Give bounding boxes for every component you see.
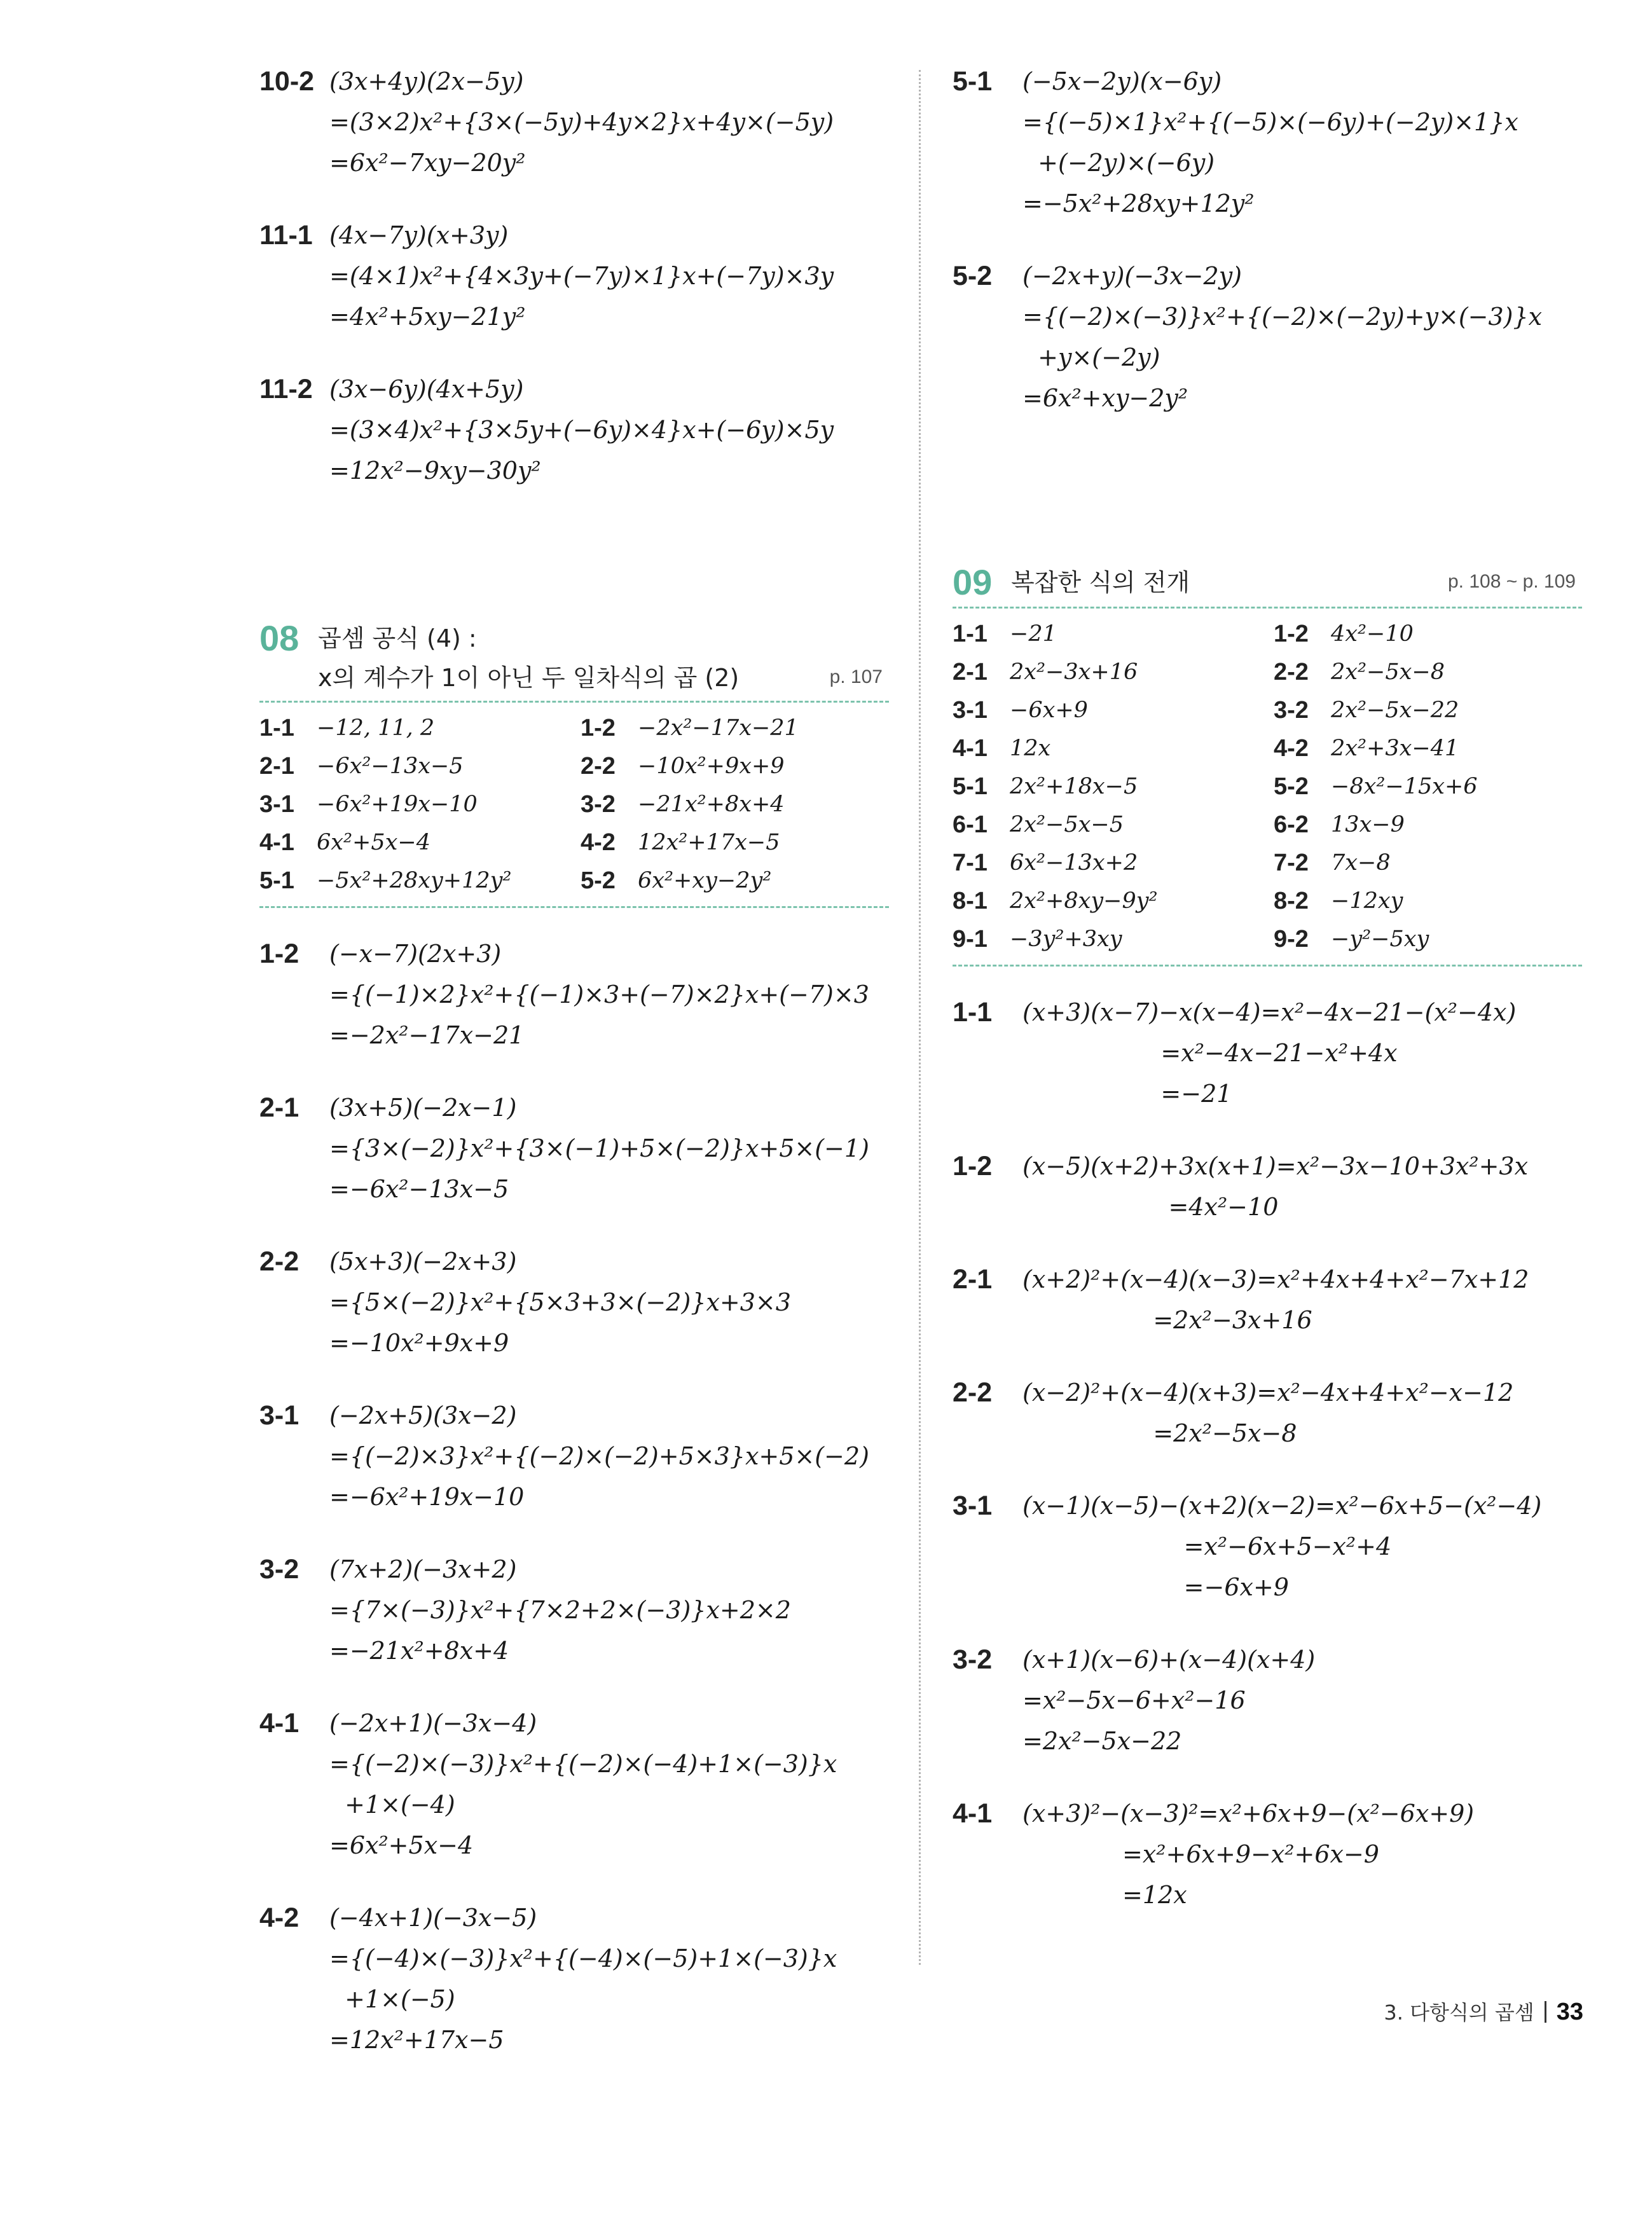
answer-item: [581, 709, 889, 747]
answer-number: 2-2: [581, 752, 616, 780]
solution-line: =6x²−7xy−20y²: [329, 149, 526, 177]
problem-number: 4-1: [259, 1708, 299, 1738]
problem-number: 2-2: [259, 1246, 299, 1277]
left-column: [259, 61, 889, 2092]
answer-value: 2x²+8xy−9y²: [1010, 888, 1158, 914]
solutions-09: [953, 992, 1582, 1915]
section-09-header: [953, 562, 1582, 607]
answer-number: 3-1: [259, 790, 294, 818]
answer-number: 5-2: [1274, 773, 1309, 800]
solution-block: [953, 1372, 1582, 1454]
problem-number: 2-2: [953, 1377, 993, 1408]
answer-number: 1-2: [581, 714, 616, 741]
answer-value: 2x²−5x−5: [1010, 812, 1124, 837]
problem-number: 11-2: [259, 374, 313, 404]
solution-block: [259, 1241, 889, 1363]
answer-value: −21x²+8x+4: [638, 792, 785, 817]
answer-value: −6x²+19x−10: [317, 792, 478, 817]
answer-value: 6x²+5x−4: [317, 830, 430, 855]
answer-item: [953, 615, 1261, 653]
answer-number: 8-2: [1274, 887, 1309, 914]
solution-line: =2x²−3x+16: [1022, 1306, 1312, 1334]
solutions-08: [259, 933, 889, 2060]
solution-block: [953, 1793, 1582, 1915]
solution-line: ={(−2)×(−3)}x²+{(−2)×(−2y)+y×(−3)}x: [1022, 303, 1543, 331]
solution-line: =2x²−5x−8: [1022, 1419, 1297, 1447]
problem-number: 3-1: [953, 1490, 993, 1521]
left-top-solutions: [259, 61, 889, 491]
solution-line: +(−2y)×(−6y): [1022, 149, 1215, 177]
answer-value: 6x²+xy−2y²: [638, 868, 772, 893]
answer-number: 1-2: [1274, 620, 1309, 647]
problem-number: 2-1: [259, 1092, 299, 1123]
problem-number: 3-2: [953, 1644, 993, 1675]
section-title: 곱셈 공식 (4) :: [318, 624, 477, 652]
solution-block: [953, 1639, 1582, 1761]
answer-item: [1274, 844, 1582, 882]
solution-line: (x−2)²+(x−4)(x+3)=x²−4x+4+x²−x−12: [1022, 1379, 1514, 1407]
answer-number: 8-1: [953, 887, 988, 914]
answer-number: 3-2: [581, 790, 616, 818]
answer-item: [1274, 882, 1582, 920]
solution-line: ={(−1)×2}x²+{(−1)×3+(−7)×2}x+(−7)×3: [329, 981, 869, 1008]
solution-line: =x²−6x+5−x²+4: [1022, 1532, 1392, 1560]
solution-block: [259, 61, 889, 183]
answer-number: 4-2: [1274, 734, 1309, 762]
solution-line: ={(−5)×1}x²+{(−5)×(−6y)+(−2y)×1}x: [1022, 108, 1518, 136]
answer-item: [953, 920, 1261, 958]
solution-block: [953, 61, 1582, 224]
solution-block: [953, 1146, 1582, 1227]
answer-item: [953, 844, 1261, 882]
section-number: 08: [259, 618, 299, 658]
footer-separator: [1545, 2001, 1546, 2023]
answer-value: −y²−5xy: [1331, 926, 1429, 952]
answer-item: [1274, 691, 1582, 729]
section-title: 복잡한 식의 전개: [1011, 568, 1190, 596]
solution-line: (−x−7)(2x+3): [329, 940, 502, 968]
answer-value: 2x²+3x−41: [1331, 736, 1459, 761]
answer-value: −6x²−13x−5: [317, 754, 464, 779]
answer-item: [259, 785, 568, 823]
solution-line: +y×(−2y): [1022, 343, 1160, 371]
answer-number: 9-1: [953, 925, 988, 953]
solution-line: ={(−2)×(−3)}x²+{(−2)×(−4)+1×(−3)}x: [329, 1750, 837, 1778]
solution-line: (−2x+y)(−3x−2y): [1022, 262, 1242, 290]
answer-number: 5-1: [953, 773, 988, 800]
answer-value: 12x²+17x−5: [638, 830, 780, 855]
column-divider: [919, 70, 921, 1965]
solution-block: [259, 1703, 889, 1866]
solution-line: =−2x²−17x−21: [329, 1021, 525, 1049]
answer-item: [1274, 729, 1582, 767]
solution-line: (x+3)(x−7)−x(x−4)=x²−4x−21−(x²−4x): [1022, 998, 1517, 1026]
solution-block: [259, 369, 889, 491]
answer-value: −6x+9: [1010, 698, 1088, 723]
answer-number: 1-1: [259, 714, 294, 741]
problem-number: 5-1: [953, 66, 993, 97]
solution-line: =12x²+17x−5: [329, 2026, 504, 2054]
answer-item: [259, 862, 568, 900]
solution-line: +1×(−5): [329, 1985, 455, 2013]
answer-value: −12xy: [1331, 888, 1403, 914]
solution-line: =−5x²+28xy+12y²: [1022, 189, 1255, 217]
answer-item: [1274, 653, 1582, 691]
solution-line: (4x−7y)(x+3y): [329, 221, 509, 249]
solution-line: =(3×4)x²+{3×5y+(−6y)×4}x+(−6y)×5y: [329, 416, 834, 444]
solution-line: (x+3)²−(x−3)²=x²+6x+9−(x²−6x+9): [1022, 1800, 1475, 1827]
answer-number: 5-1: [259, 867, 294, 894]
section-08-header: [259, 618, 889, 701]
answer-value: 2x²+18x−5: [1010, 774, 1138, 799]
answer-item: [1274, 615, 1582, 653]
answer-table-09: [953, 609, 1582, 965]
answer-value: 7x−8: [1331, 850, 1391, 876]
solution-line: ={(−4)×(−3)}x²+{(−4)×(−5)+1×(−3)}x: [329, 1944, 837, 1972]
solution-line: =−6x²−13x−5: [329, 1175, 509, 1203]
solution-line: (x+2)²+(x−4)(x−3)=x²+4x+4+x²−7x+12: [1022, 1265, 1529, 1293]
answer-item: [1274, 767, 1582, 806]
solution-block: [953, 256, 1582, 418]
answer-number: 7-2: [1274, 849, 1309, 876]
solution-line: =x²−4x−21−x²+4x: [1022, 1039, 1398, 1067]
answer-number: 2-1: [953, 658, 988, 685]
answer-number: 1-1: [953, 620, 988, 647]
solution-line: (−5x−2y)(x−6y): [1022, 67, 1222, 95]
answer-value: −8x²−15x+6: [1331, 774, 1478, 799]
solution-line: =x²−5x−6+x²−16: [1022, 1686, 1246, 1714]
solution-line: (−2x+1)(−3x−4): [329, 1709, 537, 1737]
solution-line: (x−5)(x+2)+3x(x+1)=x²−3x−10+3x²+3x: [1022, 1152, 1529, 1180]
solution-line: (3x+4y)(2x−5y): [329, 67, 524, 95]
answer-item: [581, 823, 889, 862]
answer-item: [259, 823, 568, 862]
solution-line: =−6x²+19x−10: [329, 1483, 525, 1511]
answer-number: 2-2: [1274, 658, 1309, 685]
solution-line: =12x²−9xy−30y²: [329, 457, 541, 485]
page-footer: [1384, 1997, 1583, 2026]
answer-item: [953, 806, 1261, 844]
answer-value: −12, 11, 2: [317, 715, 435, 741]
answer-value: 2x²−5x−22: [1331, 698, 1459, 723]
problem-number: 3-1: [259, 1400, 299, 1431]
solution-line: =x²+6x+9−x²+6x−9: [1022, 1840, 1379, 1868]
solution-line: =6x²+xy−2y²: [1022, 384, 1188, 412]
answer-item: [953, 729, 1261, 767]
problem-number: 11-1: [259, 220, 313, 251]
solution-block: [953, 992, 1582, 1114]
answer-value: −10x²+9x+9: [638, 754, 785, 779]
solution-line: ={3×(−2)}x²+{3×(−1)+5×(−2)}x+5×(−1): [329, 1134, 869, 1162]
right-top-solutions: [953, 61, 1582, 418]
answer-number: 7-1: [953, 849, 988, 876]
answer-item: [1274, 920, 1582, 958]
section-page-ref: p. 107: [829, 666, 883, 687]
answer-value: 6x²−13x+2: [1010, 850, 1138, 876]
solution-line: (3x+5)(−2x−1): [329, 1094, 517, 1122]
answer-value: −5x²+28xy+12y²: [317, 868, 512, 893]
answer-number: 4-1: [259, 829, 294, 856]
section-number: 09: [953, 562, 993, 602]
answer-item: [581, 785, 889, 823]
answer-value: 2x²−5x−8: [1331, 659, 1445, 685]
solution-block: [953, 1485, 1582, 1607]
solution-line: =−10x²+9x+9: [329, 1329, 509, 1357]
problem-number: 5-2: [953, 261, 993, 291]
answer-value: 12x: [1010, 736, 1051, 761]
solution-line: =−21x²+8x+4: [329, 1637, 509, 1665]
solution-line: (3x−6y)(4x+5y): [329, 375, 524, 403]
answer-value: −2x²−17x−21: [638, 715, 799, 741]
solution-block: [259, 1395, 889, 1517]
answer-item: [953, 691, 1261, 729]
problem-number: 1-2: [953, 1151, 993, 1181]
problem-number: 4-1: [953, 1798, 993, 1829]
solution-line: =−6x+9: [1022, 1573, 1289, 1601]
solution-block: [953, 1259, 1582, 1340]
answer-value: 13x−9: [1331, 812, 1405, 837]
answer-number: 4-1: [953, 734, 988, 762]
solution-line: =2x²−5x−22: [1022, 1727, 1182, 1755]
solution-line: (−4x+1)(−3x−5): [329, 1904, 537, 1932]
answer-value: −21: [1010, 621, 1057, 647]
section-page-ref: p. 108 ~ p. 109: [1447, 571, 1576, 592]
solution-block: [259, 933, 889, 1056]
solution-line: =(4×1)x²+{4×3y+(−7y)×1}x+(−7y)×3y: [329, 262, 834, 290]
answer-value: 2x²−3x+16: [1010, 659, 1138, 685]
solution-line: ={7×(−3)}x²+{7×2+2×(−3)}x+2×2: [329, 1596, 791, 1624]
answer-number: 3-2: [1274, 696, 1309, 724]
solution-line: =4x²+5xy−21y²: [329, 303, 526, 331]
answer-item: [581, 862, 889, 900]
solution-line: +1×(−4): [329, 1791, 455, 1819]
answer-number: 4-2: [581, 829, 616, 856]
problem-number: 2-1: [953, 1264, 993, 1295]
answer-item: [953, 767, 1261, 806]
solution-line: =12x: [1022, 1881, 1187, 1909]
solution-line: ={(−2)×3}x²+{(−2)×(−2)+5×3}x+5×(−2): [329, 1442, 869, 1470]
answer-number: 6-1: [953, 811, 988, 838]
section-subtitle: x의 계수가 1이 아닌 두 일차식의 곱 (2): [318, 664, 740, 692]
problem-number: 1-1: [953, 997, 993, 1028]
answer-number: 2-1: [259, 752, 294, 780]
solution-line: (x−1)(x−5)−(x+2)(x−2)=x²−6x+5−(x²−4): [1022, 1492, 1542, 1520]
problem-number: 10-2: [259, 66, 315, 97]
solution-line: =6x²+5x−4: [329, 1831, 474, 1859]
answer-value: 4x²−10: [1331, 621, 1414, 647]
problem-number: 1-2: [259, 939, 299, 969]
answer-number: 6-2: [1274, 811, 1309, 838]
solution-block: [259, 215, 889, 337]
page-number: 33: [1556, 1999, 1583, 2025]
solution-block: [259, 1087, 889, 1209]
solution-line: (x+1)(x−6)+(x−4)(x+4): [1022, 1646, 1316, 1674]
problem-number: 4-2: [259, 1903, 299, 1933]
problem-number: 3-2: [259, 1554, 299, 1585]
solution-line: =(3×2)x²+{3×(−5y)+4y×2}x+4y×(−5y): [329, 108, 834, 136]
solution-block: [259, 1897, 889, 2060]
answer-number: 5-2: [581, 867, 616, 894]
solution-line: =4x²−10: [1022, 1193, 1279, 1221]
solution-line: ={5×(−2)}x²+{5×3+3×(−2)}x+3×3: [329, 1288, 791, 1316]
solution-line: (−2x+5)(3x−2): [329, 1401, 517, 1429]
answer-table-08: [259, 703, 889, 906]
answer-value: −3y²+3xy: [1010, 926, 1122, 952]
solution-line: (5x+3)(−2x+3): [329, 1248, 517, 1276]
answer-item: [259, 747, 568, 785]
solution-line: =−21: [1022, 1080, 1232, 1108]
answer-number: 9-2: [1274, 925, 1309, 953]
answer-item: [953, 653, 1261, 691]
right-column: [953, 61, 1582, 1947]
answer-number: 3-1: [953, 696, 988, 724]
chapter-title: 3. 다항식의 곱셈: [1384, 2000, 1534, 2025]
answer-item: [259, 709, 568, 747]
answer-item: [581, 747, 889, 785]
answer-item: [953, 882, 1261, 920]
solution-block: [259, 1549, 889, 1671]
answer-item: [1274, 806, 1582, 844]
solution-line: (7x+2)(−3x+2): [329, 1555, 517, 1583]
